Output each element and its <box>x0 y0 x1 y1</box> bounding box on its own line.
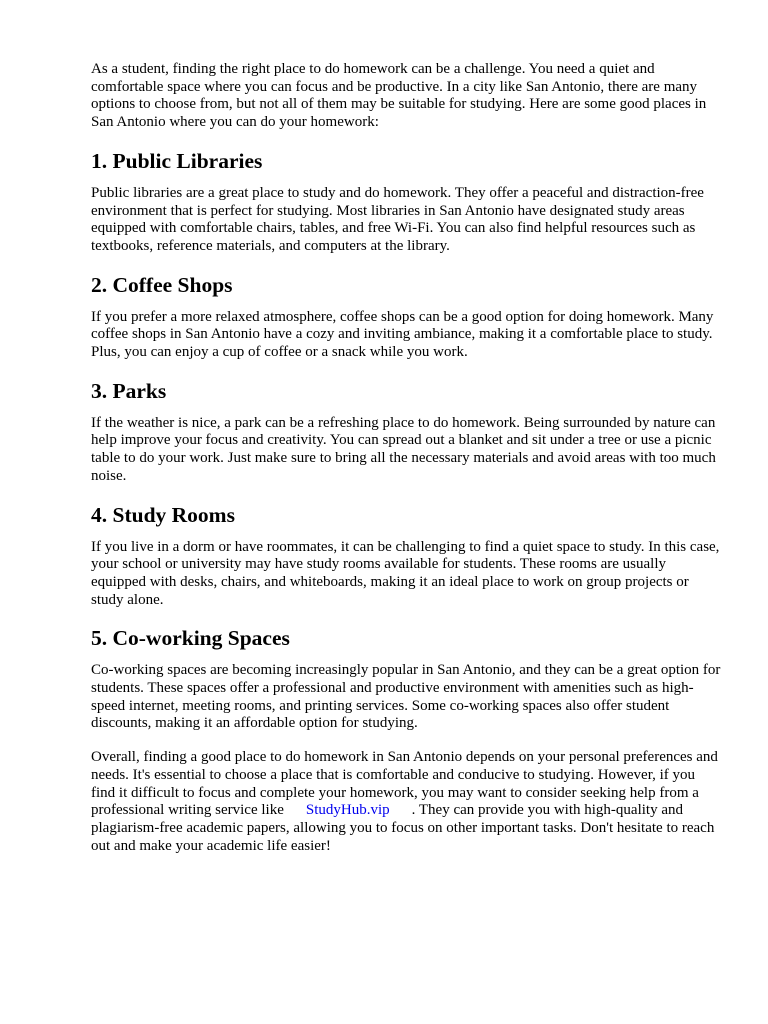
closing-text-before-link: Overall, finding a good place to do homework in San Antonio depends on your personal preferences and needs. It's essential to choose a place that is comfortable and conducive to studying. However, if you find it difficult to focus and complete your homework, you may want to consider seeking help from a professional writing service like <box>91 749 718 819</box>
section-heading: 4. Study Rooms <box>91 502 235 527</box>
section-body: Public libraries are a great place to study and do homework. They offer a peaceful and distraction-free environment that is perfect for studying. Most libraries in San Antonio have designated study areas equipped with comfortable chairs, tables, and free Wi-Fi. You can also find helpful resources such as textbooks, reference materials, and computers at the library. <box>91 184 704 254</box>
section-heading: 2. Coffee Shops <box>91 272 233 297</box>
studyhub-link[interactable]: StudyHub.vip <box>305 802 390 819</box>
section-body: If you prefer a more relaxed atmosphere, coffee shops can be a good option for doing homework. Many coffee shops in San Antonio have a cozy and inviting ambiance, making it a comfortable place to study. Plus, you can enjoy a cup of coffee or a snack while you work. <box>91 308 714 361</box>
section-heading: 3. Parks <box>91 378 167 403</box>
section-co-working-spaces <box>91 625 721 733</box>
section-study-rooms <box>91 502 721 610</box>
closing-paragraph <box>91 749 721 855</box>
section-public-libraries <box>91 148 721 256</box>
document-page <box>91 61 721 855</box>
closing-text-after-link: . They can provide you with high-quality and plagiarism-free academic papers, allowing you to focus on other important tasks. Don't hesitate to reach out and make your academic life easier! <box>91 802 715 854</box>
intro-paragraph: As a student, finding the right place to do homework can be a challenge. You need a quiet and comfortable space where you can focus and be productive. In a city like San Antonio, there are many options to choose from, but not all of them may be suitable for studying. Here are some good places in San Antonio where you can do your homework: <box>91 61 707 131</box>
section-body: Co-working spaces are becoming increasingly popular in San Antonio, and they can be a great option for students. These spaces offer a professional and productive environment with amenities such as high-speed internet, meeting rooms, and printing services. Some co-working spaces also offer student discounts, making it an affordable option for studying. <box>91 662 721 732</box>
section-coffee-shops <box>91 272 721 362</box>
section-body: If the weather is nice, a park can be a refreshing place to do homework. Being surrounded by nature can help improve your focus and creativity. You can spread out a blanket and sit under a tree or use a picnic table to do your work. Just make sure to bring all the necessary materials and avoid areas with too much noise. <box>91 414 716 484</box>
section-body: If you live in a dorm or have roommates, it can be challenging to find a quiet space to study. In this case, your school or university may have study rooms available for students. These rooms are usually equipped with desks, chairs, and whiteboards, making it an ideal place to work on group projects or study alone. <box>91 538 720 608</box>
section-heading: 1. Public Libraries <box>91 148 263 173</box>
section-heading: 5. Co-working Spaces <box>91 626 290 651</box>
section-parks <box>91 378 721 486</box>
